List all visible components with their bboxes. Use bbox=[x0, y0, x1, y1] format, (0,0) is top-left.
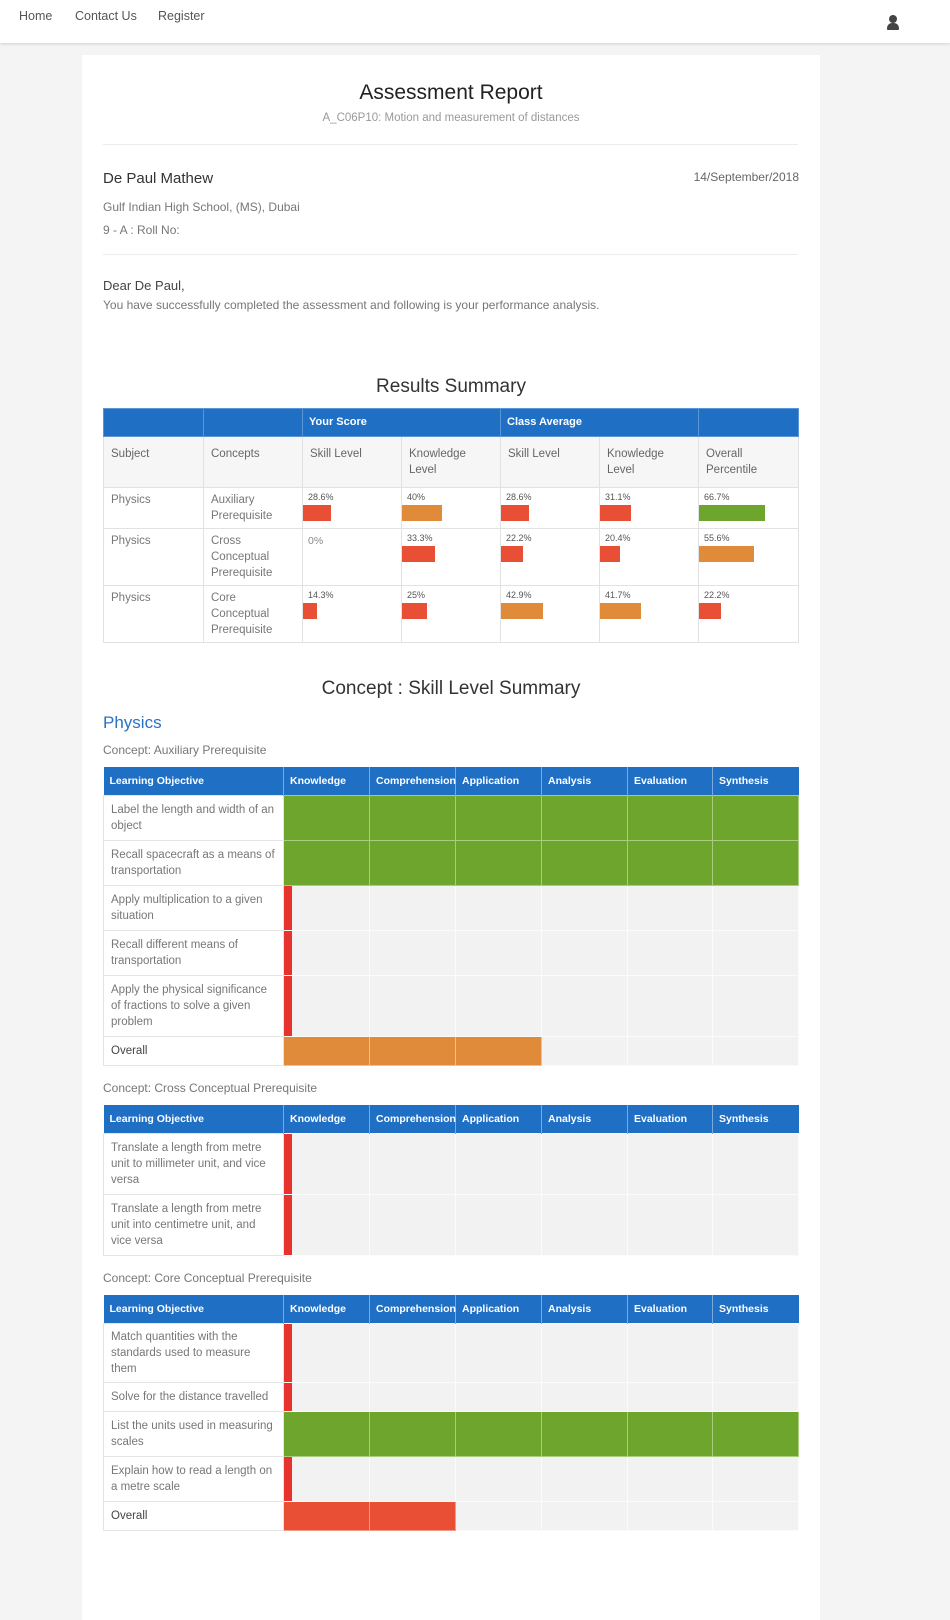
skill-cell-knowledge bbox=[284, 930, 370, 975]
score-cell bbox=[501, 586, 600, 643]
skill-cell-analysis bbox=[542, 840, 628, 885]
score-percent: 0% bbox=[308, 535, 324, 547]
col-synthesis: Synthesis bbox=[713, 1295, 799, 1323]
skill-cell-application bbox=[456, 975, 542, 1036]
col-evaluation: Evaluation bbox=[628, 1105, 713, 1133]
col-analysis: Analysis bbox=[542, 1105, 628, 1133]
divider bbox=[103, 144, 798, 145]
results-row bbox=[104, 586, 799, 643]
skill-cell-knowledge bbox=[284, 1323, 370, 1382]
skill-cell-synthesis bbox=[713, 1456, 799, 1501]
skill-cell-comprehension bbox=[370, 1036, 456, 1065]
skill-cell-comprehension bbox=[370, 1501, 456, 1530]
column-header-row bbox=[104, 437, 799, 488]
skill-cell-comprehension bbox=[370, 795, 456, 840]
score-bar bbox=[600, 603, 641, 619]
user-icon-body bbox=[887, 23, 899, 30]
skill-cell-evaluation bbox=[628, 1501, 713, 1530]
learning-objective: Translate a length from metre unit to millimeter unit, and vice versa bbox=[104, 1133, 284, 1194]
objective-row bbox=[104, 795, 799, 840]
score-bar bbox=[501, 603, 543, 619]
objective-row bbox=[104, 1323, 799, 1382]
score-cell bbox=[600, 586, 699, 643]
score-cell bbox=[699, 529, 799, 586]
nav-link-contact-us[interactable]: Contact Us bbox=[75, 9, 137, 23]
score-bar bbox=[501, 546, 523, 562]
skill-cell-comprehension bbox=[370, 840, 456, 885]
col-learning-objective: Learning Objective bbox=[104, 767, 284, 795]
overall-row bbox=[104, 1036, 799, 1065]
user-icon[interactable] bbox=[886, 15, 900, 31]
col-synthesis: Synthesis bbox=[713, 767, 799, 795]
skill-cell-synthesis bbox=[713, 1501, 799, 1530]
col-evaluation: Evaluation bbox=[628, 767, 713, 795]
concept-label: Concept: Core Conceptual Prerequisite bbox=[103, 1271, 312, 1285]
score-percent: 55.6% bbox=[704, 533, 730, 543]
objective-row bbox=[104, 1382, 799, 1411]
skill-cell-synthesis bbox=[713, 840, 799, 885]
concept-cell: Auxiliary Prerequisite bbox=[204, 488, 303, 529]
skill-cell-synthesis bbox=[713, 1323, 799, 1382]
skill-cell-analysis bbox=[542, 1456, 628, 1501]
skill-cell-analysis bbox=[542, 885, 628, 930]
class-roll: 9 - A : Roll No: bbox=[103, 223, 180, 237]
score-percent: 25% bbox=[407, 590, 426, 600]
score-percent: 66.7% bbox=[704, 492, 730, 502]
skill-cell-comprehension bbox=[370, 1194, 456, 1255]
learning-objective: Translate a length from metre unit into centimetre unit, and vice versa bbox=[104, 1194, 284, 1255]
report-card bbox=[82, 55, 820, 1620]
objective-row bbox=[104, 930, 799, 975]
skill-cell-application bbox=[456, 1194, 542, 1255]
assessment-subtitle: A_C06P10: Motion and measurement of distances bbox=[322, 112, 580, 124]
objective-row bbox=[104, 1456, 799, 1501]
skill-header-row bbox=[104, 1105, 799, 1133]
score-percent: 42.9% bbox=[506, 590, 532, 600]
col-your-skill-level: Skill Level bbox=[303, 437, 402, 488]
col-class-skill-level: Skill Level bbox=[501, 437, 600, 488]
skill-cell-analysis bbox=[542, 795, 628, 840]
objective-row bbox=[104, 1133, 799, 1194]
group-header-blank bbox=[204, 409, 303, 437]
score-bar bbox=[303, 505, 331, 521]
school-name: Gulf Indian High School, (MS), Dubai bbox=[103, 200, 300, 214]
results-summary-table bbox=[103, 408, 799, 643]
skill-cell-comprehension bbox=[370, 975, 456, 1036]
results-summary-title: Results Summary bbox=[376, 376, 526, 397]
score-cell bbox=[402, 529, 501, 586]
col-knowledge: Knowledge bbox=[284, 1105, 370, 1133]
greeting: Dear De Paul, bbox=[103, 278, 185, 293]
group-header-blank bbox=[699, 409, 799, 437]
skill-summary-title: Concept : Skill Level Summary bbox=[321, 678, 581, 699]
subject-cell: Physics bbox=[104, 488, 204, 529]
skill-cell-knowledge bbox=[284, 1411, 370, 1456]
learning-objective: Solve for the distance travelled bbox=[104, 1382, 284, 1411]
group-header-blank bbox=[104, 409, 204, 437]
skill-cell-evaluation bbox=[628, 840, 713, 885]
skill-cell-evaluation bbox=[628, 1411, 713, 1456]
concept-label: Concept: Cross Conceptual Prerequisite bbox=[103, 1081, 318, 1095]
score-bar bbox=[501, 505, 529, 521]
skill-cell-analysis bbox=[542, 930, 628, 975]
skill-cell-comprehension bbox=[370, 1456, 456, 1501]
score-percent: 28.6% bbox=[308, 492, 334, 502]
score-percent: 33.3% bbox=[407, 533, 433, 543]
skill-cell-analysis bbox=[542, 975, 628, 1036]
col-overall-percentile: Overall Percentile bbox=[699, 437, 799, 488]
col-learning-objective: Learning Objective bbox=[104, 1295, 284, 1323]
learning-objective: Apply the physical significance of fractions to solve a given problem bbox=[104, 975, 284, 1036]
col-comprehension: Comprehension bbox=[370, 1295, 456, 1323]
skill-cell-comprehension bbox=[370, 1133, 456, 1194]
low-score-marker bbox=[284, 1324, 292, 1382]
col-knowledge: Knowledge bbox=[284, 1295, 370, 1323]
col-comprehension: Comprehension bbox=[370, 767, 456, 795]
performance-message: You have successfully completed the assessment and following is your performance analysis. bbox=[103, 298, 600, 312]
objective-row bbox=[104, 840, 799, 885]
skill-cell-evaluation bbox=[628, 930, 713, 975]
objective-row bbox=[104, 1194, 799, 1255]
skill-cell-comprehension bbox=[370, 885, 456, 930]
skill-cell-knowledge bbox=[284, 840, 370, 885]
skill-cell-synthesis bbox=[713, 1036, 799, 1065]
score-percent: 40% bbox=[407, 492, 426, 502]
score-bar bbox=[402, 603, 427, 619]
skill-cell-knowledge bbox=[284, 795, 370, 840]
top-navbar bbox=[0, 0, 950, 43]
score-bar bbox=[699, 505, 765, 521]
nav-link-register[interactable]: Register bbox=[158, 9, 205, 23]
low-score-marker bbox=[284, 886, 292, 930]
learning-objective: Recall different means of transportation bbox=[104, 930, 284, 975]
col-application: Application bbox=[456, 1105, 542, 1133]
group-header-class-average: Class Average bbox=[501, 409, 699, 437]
skill-cell-application bbox=[456, 1456, 542, 1501]
skill-cell-application bbox=[456, 795, 542, 840]
col-subject: Subject bbox=[104, 437, 204, 488]
skill-cell-synthesis bbox=[713, 930, 799, 975]
low-score-marker bbox=[284, 1134, 292, 1194]
score-cell bbox=[501, 529, 600, 586]
score-percent: 41.7% bbox=[605, 590, 631, 600]
skill-header-row bbox=[104, 1295, 799, 1323]
score-percent: 22.2% bbox=[506, 533, 532, 543]
skill-cell-analysis bbox=[542, 1501, 628, 1530]
col-analysis: Analysis bbox=[542, 1295, 628, 1323]
divider bbox=[103, 254, 798, 255]
col-application: Application bbox=[456, 767, 542, 795]
skill-cell-comprehension bbox=[370, 1382, 456, 1411]
skill-cell-knowledge bbox=[284, 1194, 370, 1255]
concept-cell: Cross Conceptual Prerequisite bbox=[204, 529, 303, 586]
group-header-your-score: Your Score bbox=[303, 409, 501, 437]
col-evaluation: Evaluation bbox=[628, 1295, 713, 1323]
user-icon-head bbox=[889, 15, 897, 23]
score-percent: 31.1% bbox=[605, 492, 631, 502]
page-title: Assessment Report bbox=[359, 81, 543, 104]
skill-cell-synthesis bbox=[713, 1194, 799, 1255]
skill-cell-application bbox=[456, 840, 542, 885]
overall-label: Overall bbox=[104, 1036, 284, 1065]
objective-row bbox=[104, 975, 799, 1036]
skill-cell-comprehension bbox=[370, 930, 456, 975]
skill-cell-synthesis bbox=[713, 885, 799, 930]
overall-label: Overall bbox=[104, 1501, 284, 1530]
skill-cell-evaluation bbox=[628, 1133, 713, 1194]
score-bar bbox=[402, 546, 435, 562]
skill-cell-knowledge bbox=[284, 1501, 370, 1530]
col-knowledge: Knowledge bbox=[284, 767, 370, 795]
skill-cell-evaluation bbox=[628, 1194, 713, 1255]
learning-objective: Label the length and width of an object bbox=[104, 795, 284, 840]
skill-cell-analysis bbox=[542, 1411, 628, 1456]
skill-cell-application bbox=[456, 1501, 542, 1530]
skill-cell-comprehension bbox=[370, 1411, 456, 1456]
student-name: De Paul Mathew bbox=[103, 170, 214, 187]
score-cell bbox=[303, 586, 402, 643]
score-cell bbox=[303, 488, 402, 529]
skill-cell-application bbox=[456, 930, 542, 975]
score-bar bbox=[600, 546, 620, 562]
skill-cell-application bbox=[456, 885, 542, 930]
col-analysis: Analysis bbox=[542, 767, 628, 795]
skill-cell-knowledge bbox=[284, 885, 370, 930]
score-percent: 14.3% bbox=[308, 590, 334, 600]
learning-objective: Explain how to read a length on a metre scale bbox=[104, 1456, 284, 1501]
skill-cell-application bbox=[456, 1036, 542, 1065]
col-application: Application bbox=[456, 1295, 542, 1323]
score-cell bbox=[303, 529, 402, 586]
skill-cell-application bbox=[456, 1133, 542, 1194]
skill-cell-analysis bbox=[542, 1036, 628, 1065]
learning-objective: Match quantities with the standards used to measure them bbox=[104, 1323, 284, 1382]
skill-cell-knowledge bbox=[284, 1382, 370, 1411]
col-concepts: Concepts bbox=[204, 437, 303, 488]
skill-cell-knowledge bbox=[284, 1456, 370, 1501]
score-cell bbox=[600, 488, 699, 529]
skill-cell-knowledge bbox=[284, 1133, 370, 1194]
col-synthesis: Synthesis bbox=[713, 1105, 799, 1133]
skill-cell-evaluation bbox=[628, 795, 713, 840]
skill-cell-evaluation bbox=[628, 1036, 713, 1065]
low-score-marker bbox=[284, 976, 292, 1036]
subject-heading: Physics bbox=[103, 713, 162, 732]
low-score-marker bbox=[284, 1457, 292, 1501]
skill-cell-evaluation bbox=[628, 885, 713, 930]
score-bar bbox=[600, 505, 631, 521]
learning-objective: Apply multiplication to a given situation bbox=[104, 885, 284, 930]
col-class-knowledge-level: Knowledge Level bbox=[600, 437, 699, 488]
score-cell bbox=[600, 529, 699, 586]
subject-cell: Physics bbox=[104, 529, 204, 586]
score-cell bbox=[402, 488, 501, 529]
score-bar bbox=[699, 546, 754, 562]
skill-cell-comprehension bbox=[370, 1323, 456, 1382]
skill-header-row bbox=[104, 767, 799, 795]
score-bar bbox=[402, 505, 442, 521]
score-bar bbox=[699, 603, 721, 619]
col-comprehension: Comprehension bbox=[370, 1105, 456, 1133]
score-cell bbox=[402, 586, 501, 643]
skill-cell-evaluation bbox=[628, 975, 713, 1036]
skill-cell-analysis bbox=[542, 1194, 628, 1255]
score-percent: 22.2% bbox=[704, 590, 730, 600]
skill-cell-evaluation bbox=[628, 1382, 713, 1411]
low-score-marker bbox=[284, 1383, 292, 1411]
score-cell bbox=[699, 488, 799, 529]
skill-cell-application bbox=[456, 1411, 542, 1456]
skill-cell-application bbox=[456, 1323, 542, 1382]
skill-cell-synthesis bbox=[713, 975, 799, 1036]
overall-row bbox=[104, 1501, 799, 1530]
score-cell bbox=[501, 488, 600, 529]
skill-cell-analysis bbox=[542, 1133, 628, 1194]
skill-cell-synthesis bbox=[713, 1133, 799, 1194]
skill-cell-analysis bbox=[542, 1382, 628, 1411]
skill-cell-synthesis bbox=[713, 1411, 799, 1456]
nav-link-home[interactable]: Home bbox=[19, 9, 53, 23]
score-percent: 28.6% bbox=[506, 492, 532, 502]
skill-cell-application bbox=[456, 1382, 542, 1411]
low-score-marker bbox=[284, 1195, 292, 1255]
score-percent: 20.4% bbox=[605, 533, 631, 543]
skill-level-table bbox=[103, 1105, 799, 1256]
skill-cell-evaluation bbox=[628, 1456, 713, 1501]
skill-cell-knowledge bbox=[284, 1036, 370, 1065]
skill-cell-analysis bbox=[542, 1323, 628, 1382]
skill-level-table bbox=[103, 1295, 799, 1531]
learning-objective: List the units used in measuring scales bbox=[104, 1411, 284, 1456]
objective-row bbox=[104, 885, 799, 930]
skill-level-table bbox=[103, 767, 799, 1066]
score-bar bbox=[303, 603, 317, 619]
skill-cell-synthesis bbox=[713, 1382, 799, 1411]
group-header-row bbox=[104, 409, 799, 437]
skill-cell-synthesis bbox=[713, 795, 799, 840]
concept-cell: Core Conceptual Prerequisite bbox=[204, 586, 303, 643]
low-score-marker bbox=[284, 931, 292, 975]
report-date: 14/September/2018 bbox=[693, 170, 799, 184]
subject-cell: Physics bbox=[104, 586, 204, 643]
skill-cell-evaluation bbox=[628, 1323, 713, 1382]
results-row bbox=[104, 488, 799, 529]
learning-objective: Recall spacecraft as a means of transportation bbox=[104, 840, 284, 885]
objective-row bbox=[104, 1411, 799, 1456]
score-cell bbox=[699, 586, 799, 643]
results-row bbox=[104, 529, 799, 586]
col-your-knowledge-level: Knowledge Level bbox=[402, 437, 501, 488]
col-learning-objective: Learning Objective bbox=[104, 1105, 284, 1133]
concept-label: Concept: Auxiliary Prerequisite bbox=[103, 743, 267, 757]
skill-cell-knowledge bbox=[284, 975, 370, 1036]
